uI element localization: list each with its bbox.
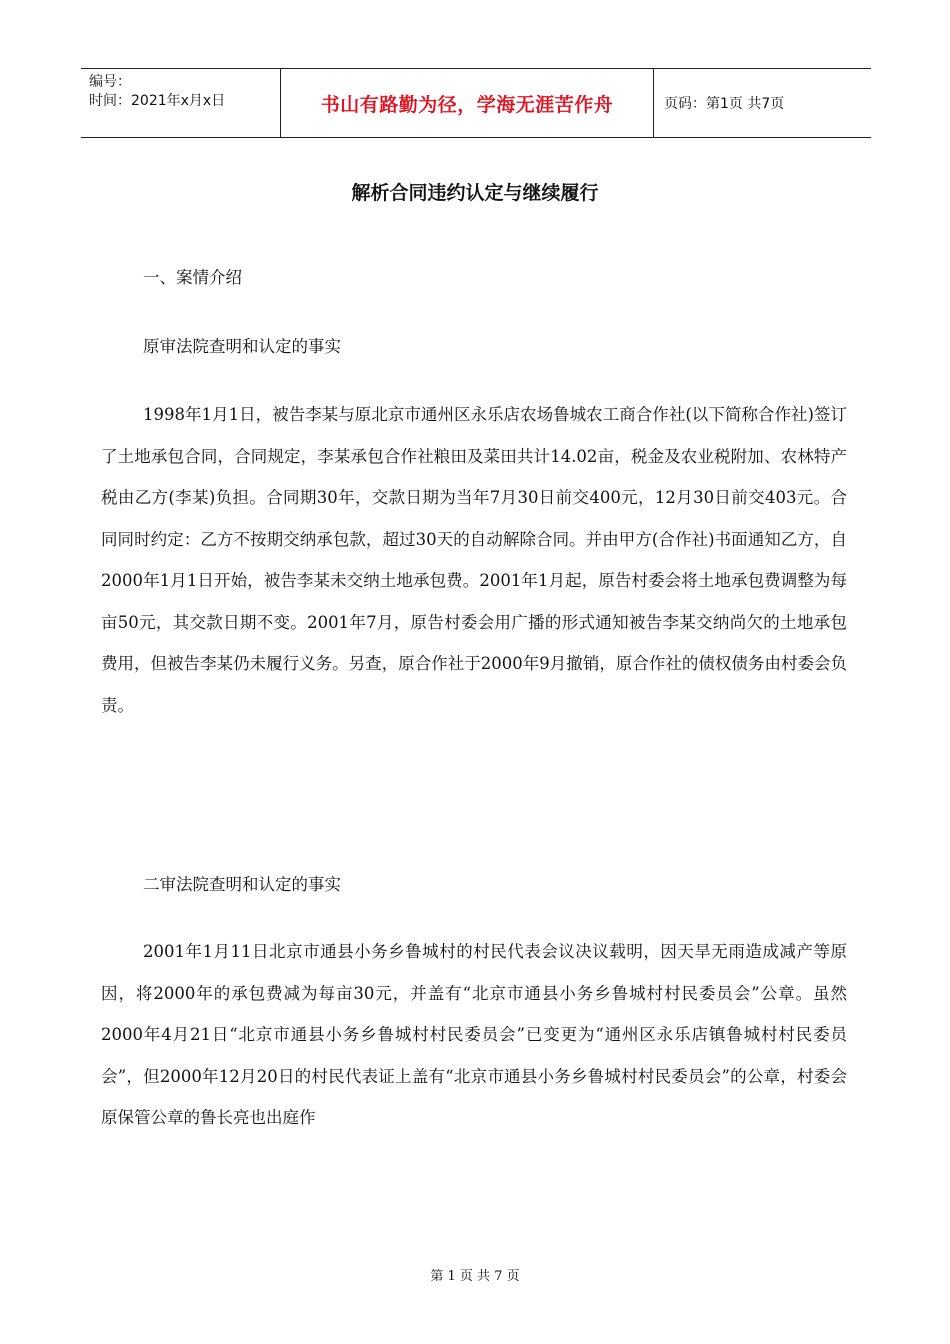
number-label: 编号： bbox=[89, 74, 131, 90]
heading-case-intro: 一、案情介绍 bbox=[143, 268, 242, 287]
page-info: 页码：第1页 共7页 bbox=[664, 96, 785, 112]
motto: 书山有路勤为径，学海无涯苦作舟 bbox=[281, 69, 654, 137]
paragraph-text: 1998年1月1日，被告李某与原北京市通州区永乐店农场鲁城农工商合作社(以下简称合作社)签订了土地承包合同，合同规定，李某承包合作社粮田及菜田共计14.02亩，税金及农业税附加、农林特产税由乙方(李某)负担。合同期30年，交款日期为当年7月30日前交400元，12月30日前交403元。合同同时约定：乙方不按期交纳承包款，超过30天的自动解除合同。并由甲方(合作社)书面通知乙方，自2000年1月1日开始，被告李某未交纳土地承包费。2001年1月起，原告村委会将土地承包费调整为每亩50元，其交款日期不变。2001年7月，原告村委会用广播的形式通知被告李某交纳尚欠的土地承包费用，但被告李某仍未履行义务。另查，原合作社于2000年9月撤销，原合作社的债权债务由村委会负责。 bbox=[101, 405, 847, 715]
section-heading-1 bbox=[101, 268, 847, 288]
heading-second-court-facts: 二审法院查明和认定的事实 bbox=[143, 875, 341, 894]
paragraph-text: 2001年1月11日北京市通县小务乡鲁城村的村民代表会议决议载明，因天旱无雨造成减产等原因，将2000年的承包费减为每亩30元，并盖有“北京市通县小务乡鲁城村村民委员会”公章。虽然2000年4月21日“北京市通县小务乡鲁城村村民委员会”已变更为“通州区永乐店镇鲁城村村民委员会”，但2000年12月20日的村民代表证上盖有“北京市通县小务乡鲁城村村民委员会”的公章，村委会原保管公章的鲁长亮也出庭作 bbox=[101, 942, 847, 1127]
document-title: 解析合同违约认定与继续履行 bbox=[351, 182, 599, 204]
header-meta bbox=[81, 69, 281, 137]
section-heading-2 bbox=[101, 875, 847, 895]
heading-original-court-facts: 原审法院查明和认定的事实 bbox=[143, 337, 341, 356]
section-sub-1 bbox=[101, 337, 847, 357]
time-label: 时间：2021年x月x日 bbox=[89, 93, 226, 109]
paragraph-2 bbox=[101, 931, 847, 1139]
header-table bbox=[81, 68, 871, 138]
paragraph-1 bbox=[101, 394, 847, 726]
page-footer: 第 1 页 共 7 页 bbox=[430, 1269, 520, 1284]
